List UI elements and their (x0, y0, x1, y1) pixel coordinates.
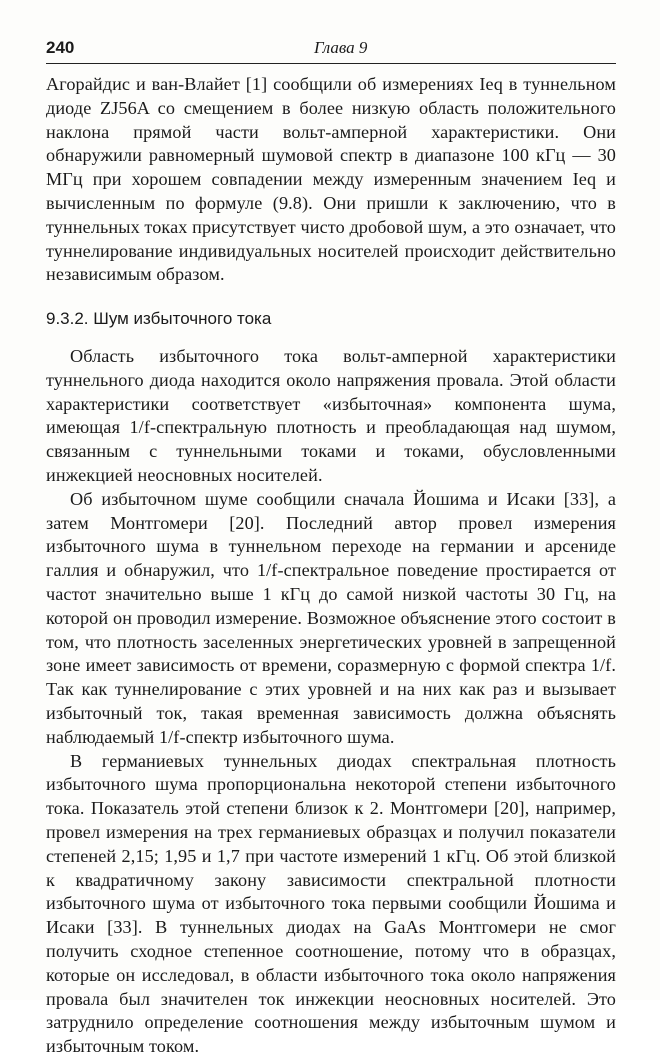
body-paragraph-3: В германиевых туннельных диодах спектральная плотность избыточного шума пропорциональна некоторой степени избыточного тока. Показатель этой степени близок к 2. Монтгомери [20], например, провел измерения на трех германиевых образцах и получил показатели степеней 2,15; 1,95 и 1,7 при частоте измерений 1 кГц. Об этой близкой к квадратичному закону зависимости спектральной плотности избыточного шума от избыточного тока первыми сообщили Йошима и Исаки [33]. В туннельных диодах на GaAs Монтгомери не смог получить сходное степенное соотношение, потому что в образцах, которые он исследовал, в области избыточного тока около напряжения провала был значителен ток инжекции неосновных носителей. Это затруднило определение соотношения между избыточным шумом и избыточным током. (46, 750, 616, 1057)
intro-text (46, 73, 616, 287)
header-rule (46, 63, 616, 64)
intro-paragraph: Агорайдис и ван-Влайет [1] сообщили об измерениях Ieq в туннельном диоде ZJ56A со смещением в более низкую область положительного наклона прямой части вольт-амперной характеристики. Они обнаружили равномерный шумовой спектр в диапазоне 100 кГц — 30 МГц при хорошем совпадении между измеренным значением Ieq и вычисленным по формуле (9.8). Они пришли к заключению, что в туннельных токах присутствует чисто дробовой шум, а это означает, что туннелирование индивидуальных носителей происходит действительно независимым образом. (46, 74, 616, 285)
section-body (46, 345, 616, 1059)
running-head (46, 38, 616, 62)
section-heading: 9.3.2. Шум избыточного тока (46, 309, 272, 328)
body-paragraph-1: Область избыточного тока вольт-амперной характеристики туннельного диода находится около напряжения провала. Этой области характеристики соответствует «избыточная» компонента шума, имеющая 1/f-спектральную плотность и преобладающая над шумом, связанным с туннельными токами и токами, обусловленными инжекцией неосновных носителей. (46, 346, 616, 485)
page-number: 240 (46, 38, 75, 57)
body-paragraph-2: Об избыточном шуме сообщили сначала Йошима и Исаки [33], а затем Монтгомери [20]. Последний автор провел измерения избыточного шума в туннельном переходе на германии и арсениде галлия и обнаружил, что 1/f-спектральное поведение простирается от частот значительно выше 1 кГц до самой низкой частоты 30 Гц, на которой он проводил измерение. Возможное объяснение этого состоит в том, что плотность заселенных энергетических уровней в запрещенной зоне имеет зависимость от времени, соразмерную с формой спектра 1/f. Так как туннелирование с этих уровней и на них как раз и вызывает избыточный ток, такая временная зависимость должна объяснять наблюдаемый 1/f-спектр избыточного шума. (46, 488, 616, 747)
chapter-title: Глава 9 (314, 38, 368, 57)
